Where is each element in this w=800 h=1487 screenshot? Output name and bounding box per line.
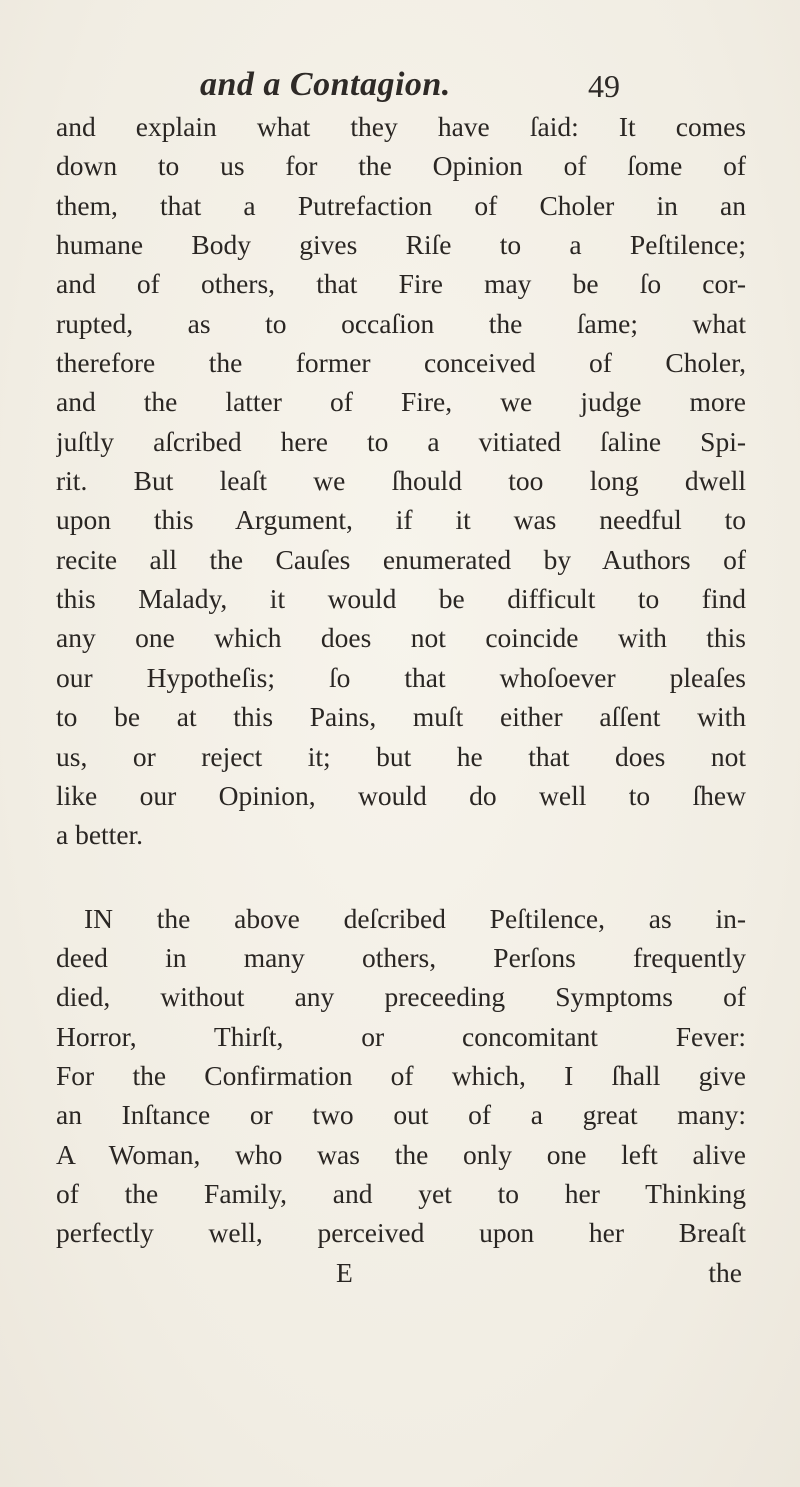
text-line: Horror, Thirſt, or concomitant Fever: bbox=[56, 1020, 746, 1052]
text-line: recite all the Cauſes enumerated by Authors of bbox=[56, 543, 746, 575]
text-line: us, or reject it; but he that does not bbox=[56, 740, 746, 772]
text-line: our Hypotheſis; ſo that whoſoever pleaſes bbox=[56, 661, 746, 693]
text-line: juſtly aſcribed here to a vitiated ſaline Spi- bbox=[56, 425, 746, 457]
text-line: an Inſtance or two out of a great many: bbox=[56, 1099, 746, 1131]
signature-mark: E bbox=[336, 1256, 353, 1288]
text-line: A Woman, who was the only one left alive bbox=[56, 1138, 746, 1170]
text-line: IN the above deſcribed Peſtilence, as in- bbox=[84, 902, 746, 934]
text-line: humane Body gives Riſe to a Peſtilence; bbox=[56, 229, 746, 261]
page-number: 49 bbox=[588, 68, 620, 104]
text-line: them, that a Putrefaction of Choler in an bbox=[56, 189, 746, 221]
text-line: rupted, as to occaſion the ſame; what bbox=[56, 307, 746, 339]
text-line: deed in many others, Perſons frequently bbox=[56, 941, 746, 973]
text-line: of the Family, and yet to her Thinking bbox=[56, 1177, 746, 1209]
paragraph-2 bbox=[56, 899, 746, 1253]
text-line: down to us for the Opinion of ſome of bbox=[56, 150, 746, 182]
text-line: died, without any preceeding Symptoms of bbox=[56, 981, 746, 1013]
paragraph-1 bbox=[56, 107, 746, 855]
text-line: a better. bbox=[56, 819, 144, 851]
text-line: and of others, that Fire may be ſo cor- bbox=[56, 268, 746, 300]
paragraph-gap bbox=[56, 855, 746, 899]
running-title: and a Contagion. bbox=[200, 66, 451, 103]
text-line: to be at this Pains, muſt either aſſent with bbox=[56, 701, 746, 733]
text-line: and explain what they have ſaid: It comes bbox=[56, 111, 746, 142]
text-line: like our Opinion, would do well to ſhew bbox=[56, 779, 746, 811]
text-line: this Malady, it would be difficult to find bbox=[56, 583, 746, 615]
catchword: the bbox=[708, 1256, 742, 1288]
text-line: perfectly well, perceived upon her Breaſt bbox=[56, 1217, 746, 1249]
page-footer bbox=[56, 1253, 746, 1292]
text-line: and the latter of Fire, we judge more bbox=[56, 386, 746, 418]
text-line: any one which does not coincide with this bbox=[56, 622, 746, 654]
text-line: rit. But leaſt we ſhould too long dwell bbox=[56, 465, 746, 497]
text-line: For the Confirmation of which, I ſhall give bbox=[56, 1059, 746, 1091]
text-line: therefore the former conceived of Choler, bbox=[56, 347, 746, 379]
text-line: upon this Argument, if it was needful to bbox=[56, 504, 746, 536]
body-text bbox=[56, 107, 746, 1292]
